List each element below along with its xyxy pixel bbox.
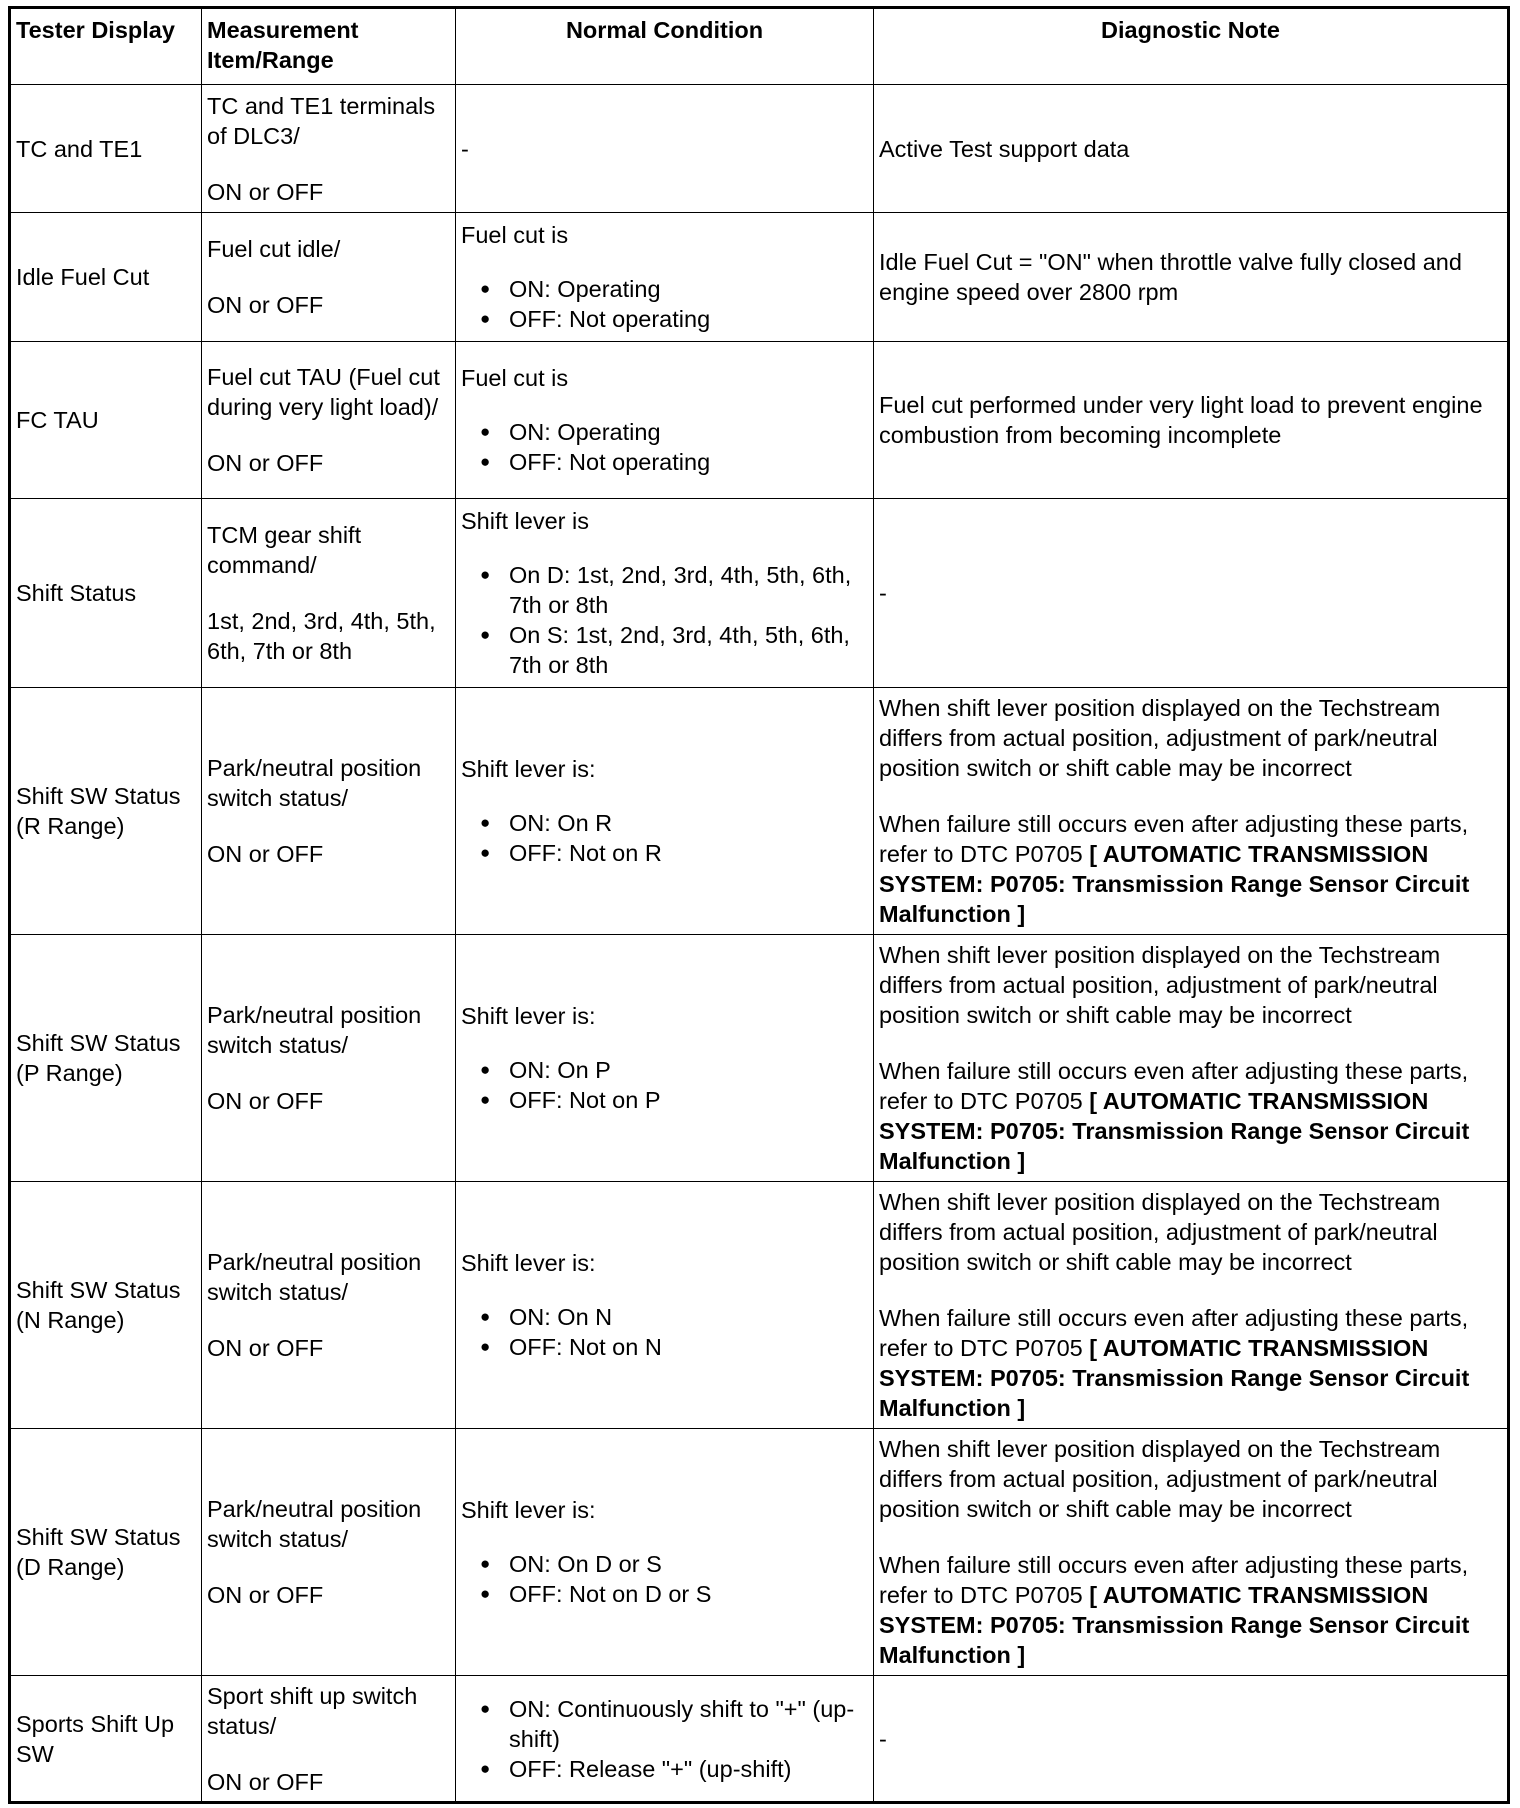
header-tester-display: Tester Display [10, 8, 202, 85]
header-diagnostic-note: Diagnostic Note [874, 8, 1509, 85]
measurement-item: TC and TE1 terminals of DLC3/ [207, 92, 436, 149]
condition-list [461, 560, 868, 680]
table-row [10, 213, 1509, 342]
measurement-cell [202, 213, 456, 342]
condition-intro: Fuel cut is [461, 365, 569, 391]
table-row [10, 85, 1509, 213]
diagnostic-note-cell [874, 688, 1509, 935]
condition-bullet: ● ON: On R [461, 808, 868, 838]
table-row [10, 1429, 1509, 1676]
tester-display-cell: Sports Shift Up SW [10, 1676, 202, 1803]
table-row [10, 342, 1509, 499]
condition-bullet: ● OFF: Not on D or S [461, 1579, 868, 1609]
condition-intro: Shift lever is: [461, 1003, 596, 1029]
normal-condition-cell [456, 342, 874, 499]
note-paragraph [879, 1550, 1502, 1670]
measurement-item: Park/neutral position switch status/ [207, 1249, 422, 1305]
normal-condition-cell [456, 1676, 874, 1803]
measurement-range: ON or OFF [207, 841, 324, 867]
measurement-cell [202, 1182, 456, 1429]
condition-bullet: ● ON: On N [461, 1302, 868, 1332]
measurement-item: Park/neutral position switch status/ [207, 1496, 422, 1552]
header-normal-condition: Normal Condition [456, 8, 874, 85]
measurement-cell [202, 342, 456, 499]
diagnostic-note-cell: - [874, 1676, 1509, 1803]
tester-display-cell: Shift Status [10, 499, 202, 688]
condition-intro: Shift lever is [461, 508, 589, 534]
tester-display-cell: TC and TE1 [10, 85, 202, 213]
condition-intro: Shift lever is: [461, 1250, 596, 1276]
measurement-range: ON or OFF [207, 1582, 324, 1608]
note-paragraph: When shift lever position displayed on the Techstream differs from actual position, adjustment of park/neutral position switch or shift cable may be incorrect [879, 942, 1441, 1028]
measurement-range: ON or OFF [207, 178, 324, 205]
condition-bullet: ● OFF: Not on N [461, 1332, 868, 1362]
measurement-range: ON or OFF [207, 450, 324, 476]
measurement-cell [202, 1676, 456, 1803]
normal-condition-cell [456, 499, 874, 688]
condition-bullet: ● On D: 1st, 2nd, 3rd, 4th, 5th, 6th, 7th or 8th [461, 560, 868, 620]
diagnostic-note-cell [874, 1182, 1509, 1429]
table-row [10, 1676, 1509, 1803]
tester-display-cell: FC TAU [10, 342, 202, 499]
normal-condition-cell [456, 688, 874, 935]
measurement-item: Fuel cut idle/ [207, 236, 341, 262]
condition-list [461, 1055, 868, 1115]
diagnostic-note-cell [874, 1429, 1509, 1676]
measurement-cell [202, 1429, 456, 1676]
condition-list [461, 808, 868, 868]
measurement-range: ON or OFF [207, 1768, 324, 1795]
note-refer-text: When failure still occurs even after adjusting these parts, refer to DTC P0705 [879, 811, 1469, 867]
condition-bullet: ● OFF: Release "+" (up-shift) [461, 1754, 868, 1784]
note-paragraph: When shift lever position displayed on the Techstream differs from actual position, adjustment of park/neutral position switch or shift cable may be incorrect [879, 1436, 1441, 1522]
condition-list [461, 1302, 868, 1362]
table-row [10, 935, 1509, 1182]
tester-display-cell: Shift SW Status (P Range) [10, 935, 202, 1182]
condition-bullet: ● OFF: Not operating [461, 304, 868, 334]
normal-condition-cell [456, 1429, 874, 1676]
note-paragraph [879, 809, 1502, 929]
data-list-table [8, 6, 1510, 1804]
diagnostic-note-cell: Fuel cut performed under very light load to prevent engine combustion from becoming incomplete [874, 342, 1509, 499]
measurement-item: Park/neutral position switch status/ [207, 755, 422, 811]
note-refer-text: When failure still occurs even after adjusting these parts, refer to DTC P0705 [879, 1305, 1469, 1361]
note-refer-text: When failure still occurs even after adjusting these parts, refer to DTC P0705 [879, 1552, 1469, 1608]
measurement-range: ON or OFF [207, 1335, 324, 1361]
measurement-range: ON or OFF [207, 292, 324, 318]
condition-bullet: ● On S: 1st, 2nd, 3rd, 4th, 5th, 6th, 7th or 8th [461, 620, 868, 680]
note-paragraph [879, 1056, 1502, 1176]
table-header-row [10, 8, 1509, 85]
measurement-cell [202, 688, 456, 935]
diagnostic-note-cell: - [874, 499, 1509, 688]
tester-display-cell: Idle Fuel Cut [10, 213, 202, 342]
condition-bullet: ● OFF: Not on P [461, 1085, 868, 1115]
condition-bullet: ● OFF: Not operating [461, 447, 868, 477]
condition-list [461, 417, 868, 477]
dtc-reference-link[interactable]: [ AUTOMATIC TRANSMISSION SYSTEM: P0705: Transmission Range Sensor Circuit Malfunction ] [879, 1335, 1470, 1421]
tester-display-cell: Shift SW Status (D Range) [10, 1429, 202, 1676]
tester-display-cell: Shift SW Status (R Range) [10, 688, 202, 935]
dtc-reference-link[interactable]: [ AUTOMATIC TRANSMISSION SYSTEM: P0705: Transmission Range Sensor Circuit Malfunction ] [879, 1088, 1470, 1174]
normal-condition-cell [456, 935, 874, 1182]
note-paragraph [879, 1303, 1502, 1423]
note-paragraph: When shift lever position displayed on the Techstream differs from actual position, adjustment of park/neutral position switch or shift cable may be incorrect [879, 695, 1441, 781]
data-list-document [8, 6, 1510, 1804]
measurement-item: Fuel cut TAU (Fuel cut during very light load)/ [207, 364, 440, 420]
diagnostic-note-cell: Idle Fuel Cut = "ON" when throttle valve fully closed and engine speed over 2800 rpm [874, 213, 1509, 342]
condition-bullet: ● ON: On D or S [461, 1549, 868, 1579]
note-refer-text: When failure still occurs even after adjusting these parts, refer to DTC P0705 [879, 1058, 1469, 1114]
note-paragraph: When shift lever position displayed on the Techstream differs from actual position, adjustment of park/neutral position switch or shift cable may be incorrect [879, 1189, 1441, 1275]
measurement-range: 1st, 2nd, 3rd, 4th, 5th, 6th, 7th or 8th [207, 608, 436, 664]
measurement-item: Park/neutral position switch status/ [207, 1002, 422, 1058]
normal-condition-cell: - [456, 85, 874, 213]
normal-condition-cell [456, 213, 874, 342]
condition-intro: Fuel cut is [461, 222, 569, 248]
header-measurement: Measurement Item/Range [202, 8, 456, 85]
condition-bullet: ● ON: Operating [461, 417, 868, 447]
measurement-range: ON or OFF [207, 1088, 324, 1114]
measurement-item: Sport shift up switch status/ [207, 1682, 418, 1739]
table-row [10, 1182, 1509, 1429]
measurement-item: TCM gear shift command/ [207, 522, 362, 578]
condition-list [461, 274, 868, 334]
condition-bullet: ● OFF: Not on R [461, 838, 868, 868]
condition-intro: Shift lever is: [461, 756, 596, 782]
condition-list [461, 1694, 868, 1784]
condition-intro: Shift lever is: [461, 1497, 596, 1523]
tester-display-cell: Shift SW Status (N Range) [10, 1182, 202, 1429]
table-row [10, 499, 1509, 688]
dtc-reference-link[interactable]: [ AUTOMATIC TRANSMISSION SYSTEM: P0705: Transmission Range Sensor Circuit Malfunction ] [879, 841, 1470, 927]
measurement-cell [202, 85, 456, 213]
measurement-cell [202, 499, 456, 688]
diagnostic-note-cell: Active Test support data [874, 85, 1509, 213]
condition-bullet: ● ON: Operating [461, 274, 868, 304]
condition-bullet: ● ON: On P [461, 1055, 868, 1085]
diagnostic-note-cell [874, 935, 1509, 1182]
normal-condition-cell [456, 1182, 874, 1429]
condition-list [461, 1549, 868, 1609]
measurement-cell [202, 935, 456, 1182]
dtc-reference-link[interactable]: [ AUTOMATIC TRANSMISSION SYSTEM: P0705: Transmission Range Sensor Circuit Malfunction ] [879, 1582, 1470, 1668]
table-row [10, 688, 1509, 935]
condition-bullet: ● ON: Continuously shift to "+" (up-shift) [461, 1694, 868, 1754]
